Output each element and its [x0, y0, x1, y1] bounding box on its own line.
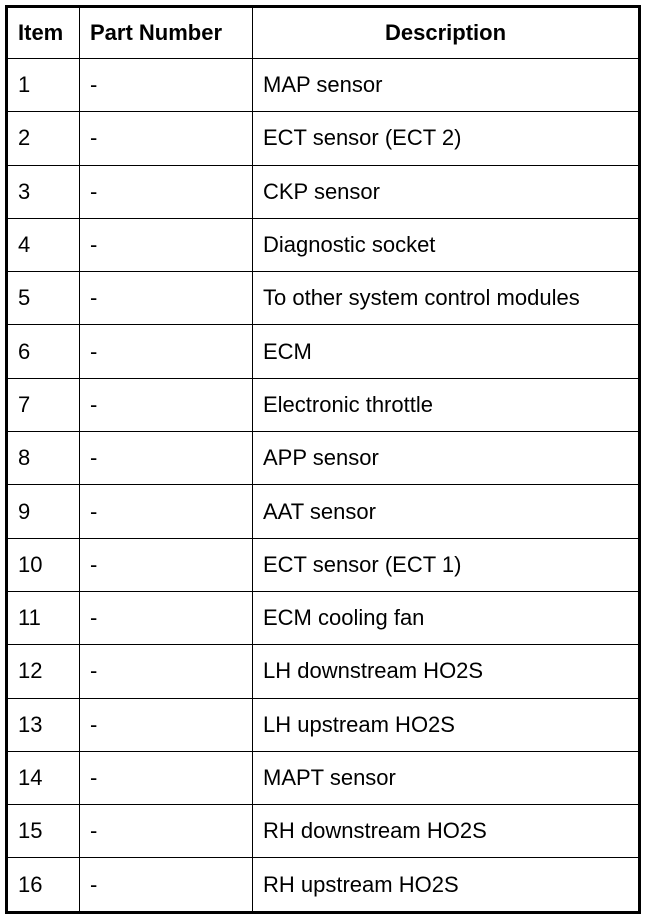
- cell-part-number: -: [80, 59, 253, 112]
- table-row: [7, 645, 640, 698]
- cell-part-number: -: [80, 805, 253, 858]
- table-row: [7, 538, 640, 591]
- cell-part-number: -: [80, 272, 253, 325]
- cell-item: 15: [7, 805, 80, 858]
- table-row: [7, 272, 640, 325]
- table-row: [7, 805, 640, 858]
- cell-item: 16: [7, 858, 80, 913]
- cell-part-number: -: [80, 325, 253, 378]
- cell-item: 5: [7, 272, 80, 325]
- cell-description: Electronic throttle: [253, 378, 640, 431]
- cell-description: APP sensor: [253, 432, 640, 485]
- cell-part-number: -: [80, 218, 253, 271]
- table-row: [7, 485, 640, 538]
- cell-description: LH upstream HO2S: [253, 698, 640, 751]
- cell-part-number: -: [80, 645, 253, 698]
- cell-item: 6: [7, 325, 80, 378]
- header-description: Description: [253, 7, 640, 59]
- table-row: [7, 59, 640, 112]
- table-header: [7, 7, 640, 59]
- cell-description: Diagnostic socket: [253, 218, 640, 271]
- cell-description: ECT sensor (ECT 1): [253, 538, 640, 591]
- cell-description: MAP sensor: [253, 59, 640, 112]
- cell-part-number: -: [80, 538, 253, 591]
- table-row: [7, 325, 640, 378]
- cell-item: 13: [7, 698, 80, 751]
- cell-part-number: -: [80, 378, 253, 431]
- cell-part-number: -: [80, 751, 253, 804]
- table-row: [7, 698, 640, 751]
- header-row: [7, 7, 640, 59]
- cell-item: 8: [7, 432, 80, 485]
- cell-item: 7: [7, 378, 80, 431]
- cell-description: AAT sensor: [253, 485, 640, 538]
- cell-description: RH downstream HO2S: [253, 805, 640, 858]
- cell-item: 2: [7, 112, 80, 165]
- table-row: [7, 751, 640, 804]
- table-row: [7, 165, 640, 218]
- table-row: [7, 112, 640, 165]
- cell-part-number: -: [80, 485, 253, 538]
- parts-table: [5, 5, 641, 914]
- cell-item: 14: [7, 751, 80, 804]
- cell-description: ECM cooling fan: [253, 591, 640, 644]
- cell-part-number: -: [80, 591, 253, 644]
- cell-description: CKP sensor: [253, 165, 640, 218]
- cell-description: LH downstream HO2S: [253, 645, 640, 698]
- cell-item: 10: [7, 538, 80, 591]
- cell-part-number: -: [80, 112, 253, 165]
- cell-part-number: -: [80, 165, 253, 218]
- cell-item: 11: [7, 591, 80, 644]
- header-part-number: Part Number: [80, 7, 253, 59]
- table-row: [7, 858, 640, 913]
- cell-part-number: -: [80, 858, 253, 913]
- cell-item: 12: [7, 645, 80, 698]
- cell-item: 3: [7, 165, 80, 218]
- table-row: [7, 378, 640, 431]
- cell-item: 9: [7, 485, 80, 538]
- table-row: [7, 432, 640, 485]
- cell-description: ECM: [253, 325, 640, 378]
- cell-item: 4: [7, 218, 80, 271]
- cell-description: To other system control modules: [253, 272, 640, 325]
- cell-description: ECT sensor (ECT 2): [253, 112, 640, 165]
- cell-description: RH upstream HO2S: [253, 858, 640, 913]
- cell-part-number: -: [80, 698, 253, 751]
- table-row: [7, 591, 640, 644]
- table-body: [7, 59, 640, 913]
- cell-item: 1: [7, 59, 80, 112]
- table-row: [7, 218, 640, 271]
- header-item: Item: [7, 7, 80, 59]
- cell-description: MAPT sensor: [253, 751, 640, 804]
- cell-part-number: -: [80, 432, 253, 485]
